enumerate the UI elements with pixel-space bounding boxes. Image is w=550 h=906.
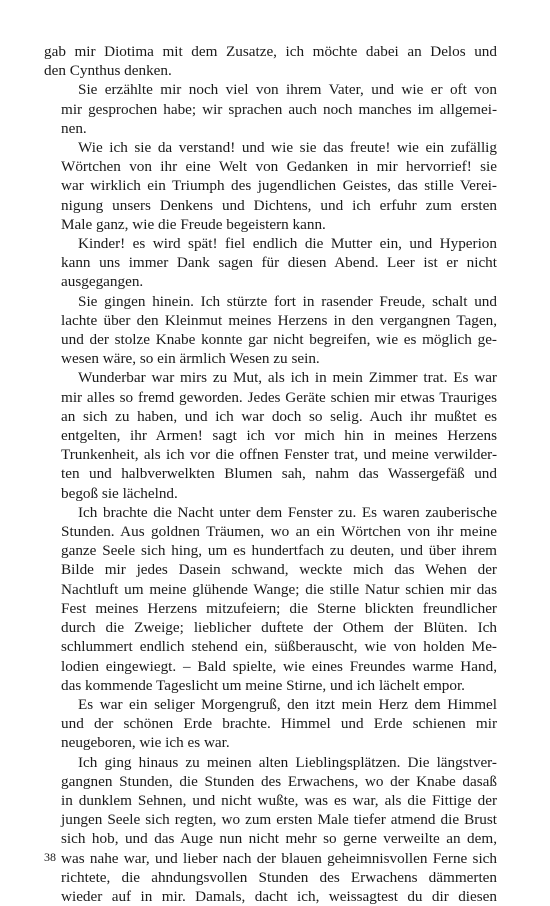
paragraph xyxy=(44,368,497,502)
paragraph xyxy=(44,234,497,292)
text-line: begoß sie lächelnd. xyxy=(61,484,178,502)
text-line: und der stolze Knabe konnte gar nicht begreifen, wie es möglich ge- xyxy=(61,331,497,349)
text-line: durch die Zweige; lieblicher duftete der Othem der Blüten. Ich xyxy=(61,619,497,637)
text-line: Stunden. Aus goldnen Träumen, wo an ein Wörtchen von ihr meine xyxy=(61,523,497,541)
text-line: Sie erzählte mir noch viel von ihrem Vater, und wie er oft von xyxy=(78,81,497,99)
text-line: sich hob, und das Auge nun nicht mehr so gerne verweilte an dem, xyxy=(61,830,497,848)
text-line: jungen Seele sich regten, wo zum ersten Male tiefer atmend die Brust xyxy=(61,811,497,829)
paragraph xyxy=(44,138,497,234)
text-line: lodien eingewiegt. – Bald spielte, wie eines Freundes warme Hand, xyxy=(61,657,497,675)
text-line: das kommende Tageslicht um meine Stirne, und ich lächelt empor. xyxy=(61,676,465,694)
text-line: Nachtluft um meine glühende Wange; die stille Natur schien mir das xyxy=(61,580,497,598)
paragraph xyxy=(44,292,497,369)
text-line: neugeboren, wie ich es war. xyxy=(61,734,230,752)
text-line: gab mir Diotima mit dem Zusatze, ich möchte dabei an Delos und xyxy=(44,43,497,60)
text-line: ten und halbverwelkten Blumen sah, nahm das Wassergefäß und xyxy=(61,465,497,483)
text-line: und der schönen Erde brachte. Himmel und Erde schienen mir xyxy=(61,715,497,733)
text-line: gangnen Stunden, die Stunden des Erwachens, wo der Knabe dasaß xyxy=(61,772,497,790)
text-line: lachte über den Kleinmut meines Herzens in den vergangnen Tagen, xyxy=(61,311,497,329)
text-line: wieder auf in mir. Damals, dacht ich, weissagtest du dir diesen xyxy=(61,887,497,905)
text-line: Kinder! es wird spät! fiel endlich die Mutter ein, und Hyperion xyxy=(78,235,497,253)
text-line: mir gesprochen habe; wir sprachen auch noch manches im allgemei- xyxy=(61,100,497,118)
text-line: schlummert endlich stehend ein, süßberauscht, wie von holden Me- xyxy=(61,638,497,656)
paragraph xyxy=(44,695,497,753)
text-line: entgelten, ihr Armen! sagt ich vor mich hin in meines Herzens xyxy=(61,427,497,445)
paragraph xyxy=(44,42,497,80)
text-line: nigung unsers Denkens und Dichtens, und ich erfuhr zum ersten xyxy=(61,196,497,214)
text-line: Ich ging hinaus zu meinen alten Lieblingsplätzen. Die längstver- xyxy=(78,753,497,771)
text-line: wesen wäre, so ein ärmlich Wesen zu sein. xyxy=(61,350,320,368)
text-line: Bilde mir jedes Dasein schwand, weckte mich das Wehen der xyxy=(61,561,497,579)
text-line: Wie ich sie da verstand! und wie sie das freute! wie ein zufällig xyxy=(78,139,497,157)
text-line: mir alles so fremd geworden. Jedes Geräte schien mir etwas Trauriges xyxy=(61,388,497,406)
text-line: den Cynthus denken. xyxy=(44,62,172,80)
text-line: war wirklich ein Triumph des jugendlichen Geistes, das stille Verei- xyxy=(61,177,497,195)
text-line: kann uns immer Dank sagen für diesen Abend. Leer ist er nicht xyxy=(61,254,497,272)
book-page-text xyxy=(44,42,497,906)
text-line: an sich zu haben, und ich war doch so selig. Auch ihr mußtet es xyxy=(61,407,497,425)
text-line: ausgegangen. xyxy=(61,273,144,291)
paragraph xyxy=(44,503,497,695)
text-line: in dunklem Sehnen, und nicht wußte, was es war, als die Fittige der xyxy=(61,791,497,809)
text-line: Fest meines Herzens mitzufeiern; die Sterne blickten freundlicher xyxy=(61,599,497,617)
text-line: nen. xyxy=(61,119,87,137)
text-line: richtete, die ahndungsvollen Stunden des Erwachens dämmerten xyxy=(61,868,497,886)
text-line: Es war ein seliger Morgengruß, den itzt mein Herz dem Himmel xyxy=(78,695,497,713)
paragraph xyxy=(44,753,497,906)
page-number: 38 xyxy=(44,850,56,864)
text-line: Ich brachte die Nacht unter dem Fenster zu. Es waren zauberische xyxy=(78,503,497,521)
text-line: Wörtchen von ihr eine Welt von Gedanken in mir hervorrief! sie xyxy=(61,158,497,176)
text-line: was nahe war, und lieber nach der blauen geheimnisvollen Ferne sich xyxy=(61,849,497,867)
text-line: Male ganz, wie die Freude begeistern kann. xyxy=(61,215,326,233)
text-line: ganze Seele sich hing, um es hundertfach zu deuten, und über ihrem xyxy=(61,542,497,560)
text-line: Sie gingen hinein. Ich stürzte fort in rasender Freude, schalt und xyxy=(78,292,497,310)
text-line: Wunderbar war mirs zu Mut, als ich in mein Zimmer trat. Es war xyxy=(78,369,497,387)
text-line: Trunkenheit, als ich vor die offnen Fenster trat, und meine verwilder- xyxy=(61,446,497,464)
paragraph xyxy=(44,80,497,138)
